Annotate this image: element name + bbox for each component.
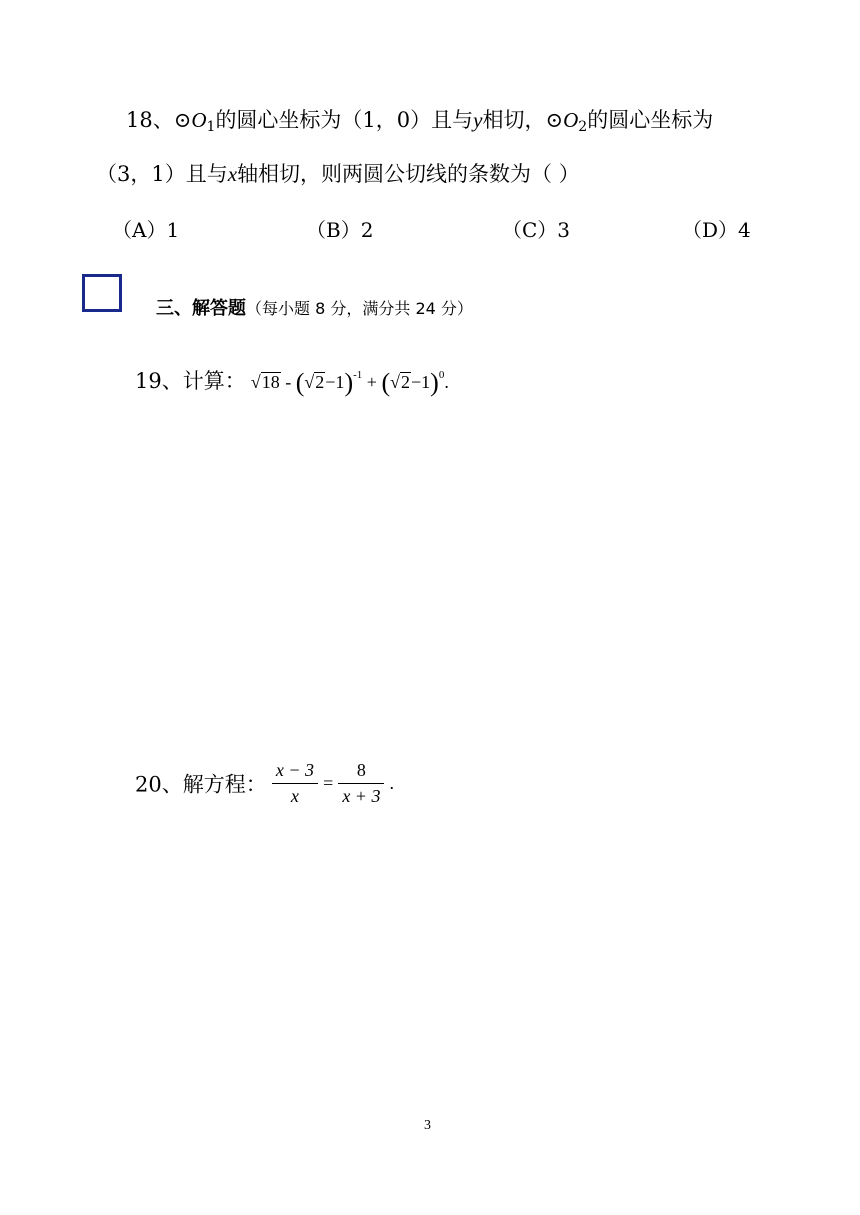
radicand-2b: 2 <box>401 372 410 392</box>
equals-sign: = <box>323 773 334 793</box>
option-d: （D）4 <box>682 218 751 242</box>
exponent-0: 0 <box>438 369 445 381</box>
circle-dot-symbol: ⊙ <box>173 108 192 132</box>
score-box <box>82 274 122 312</box>
left-paren: ( <box>295 368 305 397</box>
option-c: （C）3 <box>502 218 571 242</box>
minus-one: −1 <box>325 372 345 392</box>
o-symbol-2: O <box>563 108 579 132</box>
fraction-left-denominator: x <box>290 786 299 806</box>
sqrt-symbol-3: √ <box>390 372 400 392</box>
q20 <box>135 760 394 807</box>
right-paren: ) <box>344 368 354 397</box>
var-x: x <box>227 162 238 186</box>
q18-text-d: 的圆心坐标为 <box>587 108 714 132</box>
sqrt-symbol-2: √ <box>304 372 315 392</box>
fraction-left-numerator: x − 3 <box>272 760 318 784</box>
circle-dot-symbol-2: ⊙ <box>545 108 564 132</box>
sqrt-symbol: √ <box>250 372 261 392</box>
right-paren-2: ) <box>430 368 439 397</box>
fraction-right-numerator: 8 <box>338 760 384 784</box>
var-y: y <box>473 108 483 132</box>
minus-one-2: −1 <box>411 372 431 392</box>
fraction-left <box>272 760 318 807</box>
q18-text-line2a: （3，1）且与 <box>96 162 228 186</box>
radicand-18: 18 <box>261 372 280 392</box>
q20-period: . <box>389 773 395 793</box>
minus-sign: - <box>285 372 292 392</box>
subscript-2: 2 <box>578 119 588 135</box>
o-symbol: O <box>191 108 207 132</box>
q18-text-c: 相切， <box>482 108 546 132</box>
section-note: （每小题 8 分，满分共 24 分） <box>246 299 473 318</box>
plus-sign: + <box>366 372 377 392</box>
q20-label: 20、解方程： <box>135 772 267 797</box>
subscript-1: 1 <box>206 119 216 135</box>
fraction-right-denominator: x + 3 <box>342 786 381 806</box>
q18-number: 18、 <box>126 108 174 132</box>
q18-line1 <box>126 104 713 135</box>
fraction-right <box>338 760 384 807</box>
q18-line2 <box>96 158 580 188</box>
section-heading <box>156 294 473 320</box>
q19 <box>135 365 449 398</box>
q19-expression <box>250 368 449 397</box>
q19-label: 19、计算： <box>135 369 246 393</box>
q19-period: . <box>444 372 449 392</box>
exponent-neg1: -1 <box>353 369 363 381</box>
q18-text-b: 的圆心坐标为（1，0）且与 <box>215 108 474 132</box>
option-b: （B）2 <box>306 218 374 242</box>
section-title: 三、解答题 <box>156 298 246 319</box>
left-paren-2: ( <box>381 368 391 397</box>
radicand-2: 2 <box>315 372 325 392</box>
option-a: （A）1 <box>112 218 180 242</box>
q18-text-line2b: 轴相切，则两圆公切线的条数为（ ） <box>237 162 580 186</box>
page-number: 3 <box>424 1118 431 1133</box>
